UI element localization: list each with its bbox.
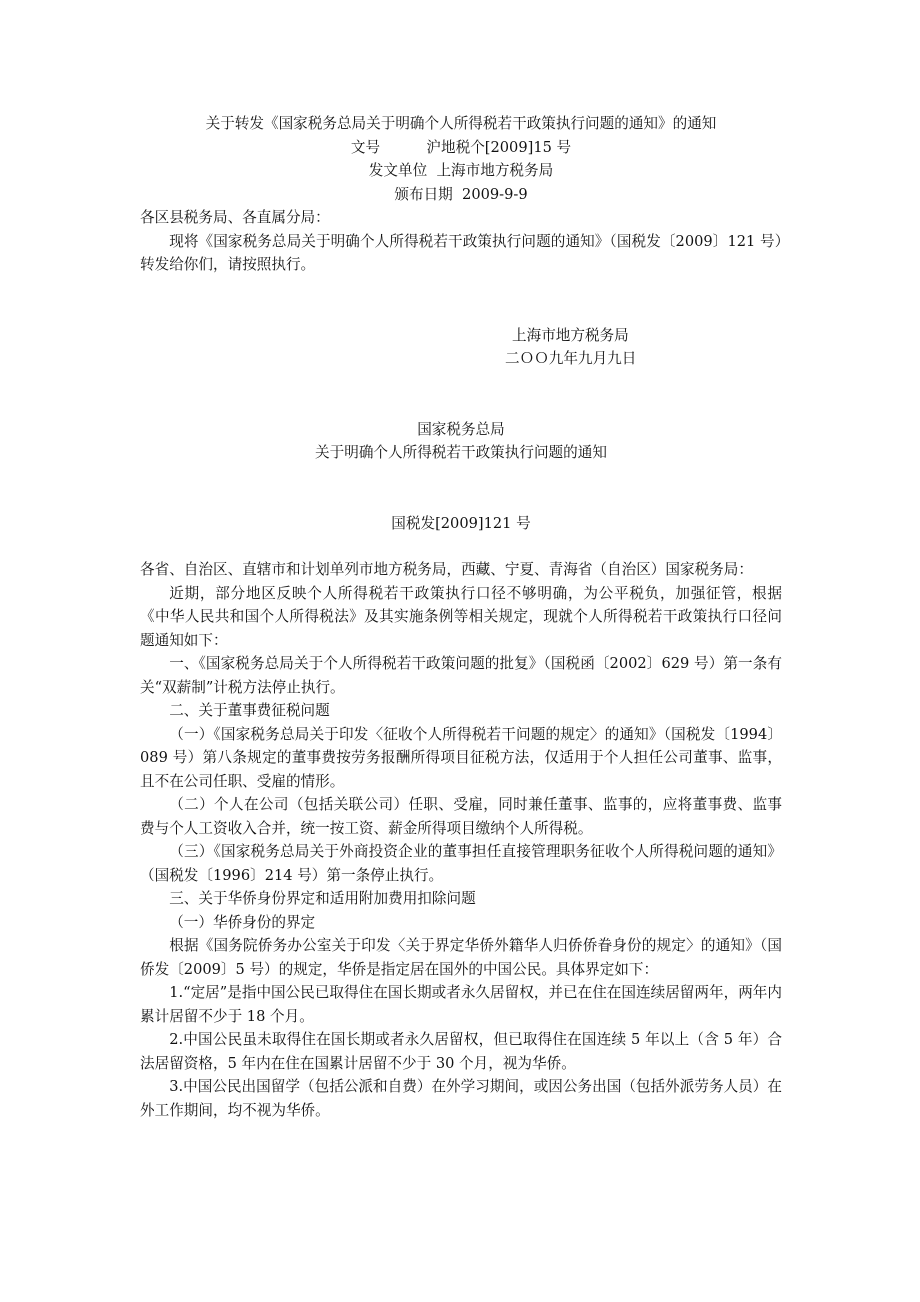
notice-paragraph: （一）《国家税务总局关于印发〈征收个人所得税若干问题的规定〉的通知》（国税发〔1994〕089 号）第八条规定的董事费按劳务报酬所得项目征税方法，仅适用于个人担任公司董事、监事，且不在公司任职、受雇的情形。 [140, 725, 782, 790]
notice-paragraph: 一、《国家税务总局关于个人所得税若干政策问题的批复》（国税函〔2002〕629 号）第一条有关“双薪制”计税方法停止执行。 [140, 655, 782, 696]
section-heading: 三、关于华侨身份界定和适用附加费用扣除问题 [169, 890, 476, 907]
notice-paragraph: 近期，部分地区反映个人所得税若干政策执行口径不够明确，为公平税负，加强征管，根据《中华人民共和国个人所得税法》及其实施条例等相关规定，现就个人所得税若干政策执行口径问题通知如下： [140, 584, 782, 649]
intro-addressee: 各区县税务局、各直属分局： [140, 209, 330, 226]
notice-paragraph: 1.“定居”是指中国公民已取得住在国长期或者永久居留权，并已在住在国连续居留两年，两年内累计居留不少于 18 个月。 [140, 984, 782, 1025]
signature-date: 二ＯＯ九年九月九日 [505, 350, 637, 367]
notice-paragraph: （二）个人在公司（包括关联公司）任职、受雇，同时兼任董事、监事的，应将董事费、监事费与个人工资收入合并，统一按工资、薪金所得项目缴纳个人所得税。 [140, 796, 782, 837]
document-title: 关于转发《国家税务总局关于明确个人所得税若干政策执行问题的通知》的通知 [205, 115, 717, 132]
notice-paragraph: 根据《国务院侨务办公室关于印发〈关于界定华侨外籍华人归侨侨眷身份的规定〉的通知》（国侨发〔2009〕5 号）的规定，华侨是指定居在国外的中国公民。具体界定如下： [140, 937, 782, 978]
notice-addressee: 各省、自治区、直辖市和计划单列市地方税务局，西藏、宁夏、青海省（自治区）国家税务局： [140, 561, 753, 578]
intro-body: 现将《国家税务总局关于明确个人所得税若干政策执行问题的通知》（国税发〔2009〕121 号）转发给你们，请按照执行。 [140, 232, 782, 273]
document-body [140, 112, 782, 1122]
issue-date: 颁布日期 2009-9-9 [394, 185, 528, 203]
section-heading: 二、关于董事费征税问题 [169, 702, 330, 719]
subsection-heading: （一）华侨身份的界定 [169, 913, 316, 931]
notice-title: 关于明确个人所得税若干政策执行问题的通知 [315, 444, 607, 461]
notice-paragraph: （三）《国家税务总局关于外商投资企业的董事担任直接管理职务征收个人所得税问题的通知》（国税发〔1996〕214 号）第一条停止执行。 [140, 843, 782, 884]
notice-org: 国家税务总局 [417, 420, 505, 438]
notice-paragraph: 3.中国公民出国留学（包括公派和自费）在外学习期间，或因公务出国（包括外派劳务人员）在外工作期间，均不视为华侨。 [140, 1078, 782, 1119]
issuing-unit: 发文单位 上海市地方税务局 [368, 162, 554, 179]
notice-number: 国税发[2009]121 号 [391, 514, 531, 532]
signature-org: 上海市地方税务局 [512, 326, 629, 344]
notice-paragraph: 2.中国公民虽未取得住在国长期或者永久居留权，但已取得住在国连续 5 年以上（含 5 年）合法居留资格，5 年内在住在国累计居留不少于 30 个月，视为华侨。 [140, 1031, 782, 1072]
document-number: 文号 沪地税个[2009]15 号 [350, 138, 572, 156]
